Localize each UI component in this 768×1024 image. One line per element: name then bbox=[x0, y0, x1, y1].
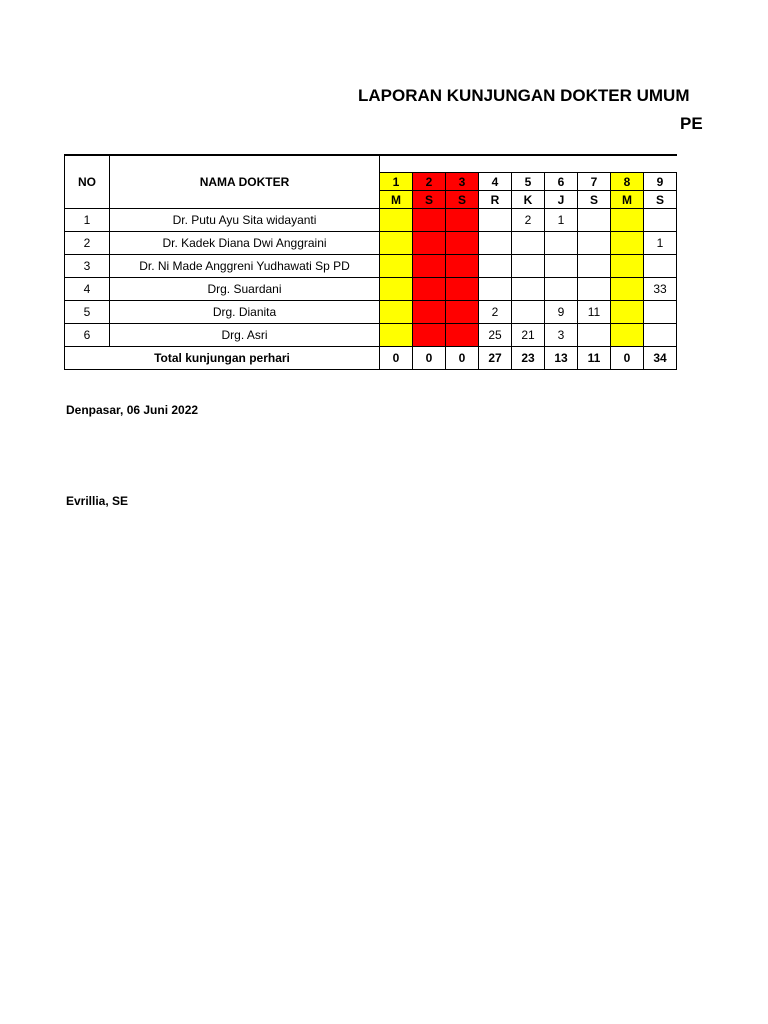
day-label-4: R bbox=[479, 191, 512, 209]
day-number-3: 3 bbox=[446, 173, 479, 191]
daily-total-cell: 27 bbox=[479, 347, 512, 370]
visit-count-cell bbox=[413, 301, 446, 324]
report-date: Denpasar, 06 Juni 2022 bbox=[66, 403, 199, 417]
total-row bbox=[65, 347, 677, 370]
header-no: NO bbox=[65, 155, 110, 209]
daily-total-cell: 23 bbox=[512, 347, 545, 370]
visit-count-cell bbox=[611, 209, 644, 232]
table-row bbox=[65, 301, 677, 324]
row-number: 1 bbox=[65, 209, 110, 232]
visit-count-cell bbox=[380, 324, 413, 347]
visit-count-cell bbox=[380, 209, 413, 232]
visit-count-cell bbox=[512, 255, 545, 278]
day-label-8: M bbox=[611, 191, 644, 209]
visit-count-cell: 33 bbox=[644, 278, 677, 301]
day-number-6: 6 bbox=[545, 173, 578, 191]
day-number-1: 1 bbox=[380, 173, 413, 191]
visit-count-cell bbox=[413, 232, 446, 255]
visit-count-cell bbox=[413, 324, 446, 347]
visit-count-cell: 2 bbox=[479, 301, 512, 324]
day-label-3: S bbox=[446, 191, 479, 209]
row-number: 2 bbox=[65, 232, 110, 255]
table-row bbox=[65, 209, 677, 232]
visit-count-cell bbox=[578, 324, 611, 347]
visit-count-cell: 25 bbox=[479, 324, 512, 347]
visit-count-cell bbox=[413, 278, 446, 301]
visit-count-cell bbox=[644, 255, 677, 278]
table-row bbox=[65, 324, 677, 347]
visit-count-cell bbox=[545, 255, 578, 278]
visit-count-cell bbox=[611, 278, 644, 301]
visit-count-cell: 1 bbox=[644, 232, 677, 255]
visit-count-cell bbox=[446, 278, 479, 301]
daily-total-cell: 34 bbox=[644, 347, 677, 370]
row-number: 3 bbox=[65, 255, 110, 278]
header-period-cell bbox=[380, 155, 677, 173]
row-number: 6 bbox=[65, 324, 110, 347]
visit-count-cell: 2 bbox=[512, 209, 545, 232]
visit-count-cell: 11 bbox=[578, 301, 611, 324]
visit-count-cell bbox=[644, 209, 677, 232]
visit-count-cell bbox=[446, 232, 479, 255]
row-number: 4 bbox=[65, 278, 110, 301]
visit-count-cell bbox=[479, 209, 512, 232]
visit-count-cell bbox=[380, 301, 413, 324]
day-number-7: 7 bbox=[578, 173, 611, 191]
visit-count-cell bbox=[611, 255, 644, 278]
row-number: 5 bbox=[65, 301, 110, 324]
report-title: LAPORAN KUNJUNGAN DOKTER UMUM bbox=[358, 86, 690, 105]
daily-total-cell: 13 bbox=[545, 347, 578, 370]
daily-total-cell: 0 bbox=[380, 347, 413, 370]
visit-table bbox=[64, 154, 677, 370]
visit-count-cell bbox=[644, 324, 677, 347]
visit-count-cell bbox=[479, 232, 512, 255]
visit-count-cell bbox=[578, 209, 611, 232]
visit-count-cell bbox=[611, 301, 644, 324]
day-number-4: 4 bbox=[479, 173, 512, 191]
total-label: Total kunjungan perhari bbox=[65, 347, 380, 370]
day-number-5: 5 bbox=[512, 173, 545, 191]
day-label-5: K bbox=[512, 191, 545, 209]
daily-total-cell: 0 bbox=[446, 347, 479, 370]
visit-count-cell bbox=[380, 278, 413, 301]
visit-count-cell bbox=[413, 255, 446, 278]
day-number-2: 2 bbox=[413, 173, 446, 191]
visit-count-cell bbox=[578, 278, 611, 301]
visit-count-cell bbox=[380, 232, 413, 255]
visit-count-cell bbox=[512, 301, 545, 324]
day-label-2: S bbox=[413, 191, 446, 209]
visit-count-cell: 1 bbox=[545, 209, 578, 232]
visit-count-cell bbox=[446, 209, 479, 232]
day-label-6: J bbox=[545, 191, 578, 209]
visit-count-cell bbox=[446, 255, 479, 278]
visit-count-cell bbox=[545, 278, 578, 301]
visit-count-cell bbox=[644, 301, 677, 324]
day-label-1: M bbox=[380, 191, 413, 209]
day-number-9: 9 bbox=[644, 173, 677, 191]
day-number-8: 8 bbox=[611, 173, 644, 191]
day-label-7: S bbox=[578, 191, 611, 209]
doctor-name: Dr. Ni Made Anggreni Yudhawati Sp PD bbox=[110, 255, 380, 278]
visit-count-cell bbox=[446, 324, 479, 347]
header-doctor-name: NAMA DOKTER bbox=[110, 155, 380, 209]
doctor-name: Drg. Dianita bbox=[110, 301, 380, 324]
visit-count-cell bbox=[578, 232, 611, 255]
visit-count-cell bbox=[512, 278, 545, 301]
daily-total-cell: 0 bbox=[611, 347, 644, 370]
visit-count-cell bbox=[479, 278, 512, 301]
visit-count-cell bbox=[446, 301, 479, 324]
visit-count-cell bbox=[545, 232, 578, 255]
visit-count-cell bbox=[611, 324, 644, 347]
visit-count-cell: 21 bbox=[512, 324, 545, 347]
visit-count-cell: 3 bbox=[545, 324, 578, 347]
doctor-name: Drg. Asri bbox=[110, 324, 380, 347]
daily-total-cell: 11 bbox=[578, 347, 611, 370]
signer-name: Evrillia, SE bbox=[66, 494, 129, 508]
doctor-name: Dr. Kadek Diana Dwi Anggraini bbox=[110, 232, 380, 255]
visit-count-cell: 9 bbox=[545, 301, 578, 324]
doctor-name: Dr. Putu Ayu Sita widayanti bbox=[110, 209, 380, 232]
visit-count-cell bbox=[479, 255, 512, 278]
doctor-name: Drg. Suardani bbox=[110, 278, 380, 301]
visit-count-cell bbox=[611, 232, 644, 255]
report-title-line2: PE bbox=[680, 114, 703, 133]
table-row bbox=[65, 255, 677, 278]
table-row bbox=[65, 278, 677, 301]
visit-count-cell bbox=[512, 232, 545, 255]
daily-total-cell: 0 bbox=[413, 347, 446, 370]
visit-count-cell bbox=[380, 255, 413, 278]
day-label-9: S bbox=[644, 191, 677, 209]
visit-count-cell bbox=[413, 209, 446, 232]
visit-count-cell bbox=[578, 255, 611, 278]
table-row bbox=[65, 232, 677, 255]
